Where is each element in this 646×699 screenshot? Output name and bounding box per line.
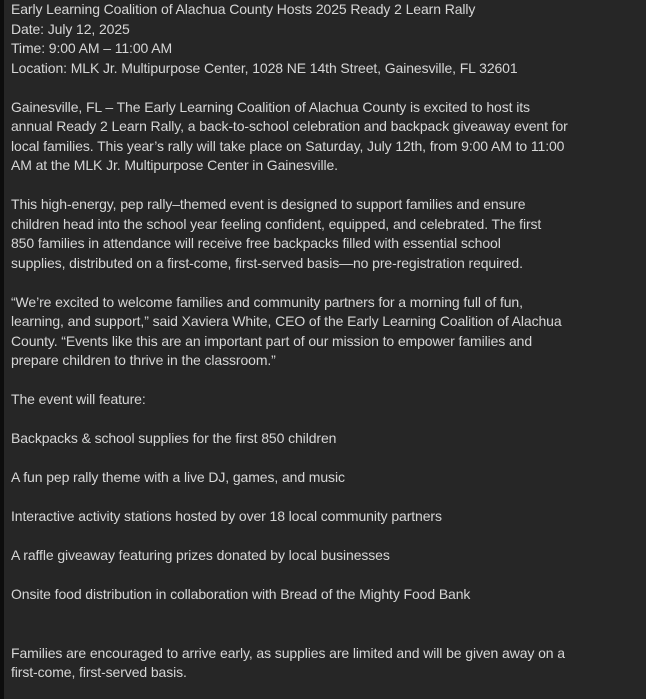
document-body — [11, 0, 646, 683]
text-line: A fun pep rally theme with a live DJ, games, and music — [11, 469, 345, 485]
text-line: Date: July 12, 2025 — [11, 20, 130, 37]
features-heading — [11, 390, 646, 410]
text-line: Onsite food distribution in collaboration with Bread of the Mighty Food Bank — [11, 586, 471, 602]
text-line: Location: MLK Jr. Multipurpose Center, 1028 NE 14th Street, Gainesville, FL 32601 — [11, 59, 518, 76]
feature-pep-rally — [11, 468, 646, 488]
text-line: local families. This year’s rally will take place on Saturday, July 12th, from 9:00 AM to 11:00 — [11, 137, 565, 154]
feature-activity-stations — [11, 507, 646, 527]
paragraph-quote — [11, 293, 646, 371]
text-line: prepare children to thrive in the classroom.” — [11, 352, 276, 368]
text-line: supplies, distributed on a first-come, first-served basis—no pre-registration required. — [11, 254, 523, 271]
text-line: Gainesville, FL – The Early Learning Coalition of Alachua County is excited to host its — [11, 98, 530, 115]
text-line: “We’re excited to welcome families and community partners for a morning full of fun, — [11, 293, 523, 310]
feature-raffle — [11, 546, 646, 566]
text-line: County. “Events like this are an important part of our mission to empower families and — [11, 332, 533, 349]
text-line: The event will feature: — [11, 391, 146, 407]
paragraph-description — [11, 195, 646, 273]
event-header — [11, 0, 646, 78]
paragraph-intro — [11, 98, 646, 176]
text-line: children head into the school year feeling confident, equipped, and celebrated. The first — [11, 215, 542, 232]
text-line: AM at the MLK Jr. Multipurpose Center in Gainesville. — [11, 157, 338, 173]
feature-backpacks — [11, 429, 646, 449]
page-left-edge — [0, 0, 4, 699]
text-line: This high-energy, pep rally–themed event is designed to support families and ensure — [11, 196, 526, 212]
text-line: first-come, first-served basis. — [11, 664, 187, 680]
text-line: Families are encouraged to arrive early, as supplies are limited and will be given away on a — [11, 644, 565, 661]
text-line: A raffle giveaway featuring prizes donated by local businesses — [11, 547, 390, 563]
text-line: 850 families in attendance will receive free backpacks filled with essential school — [11, 235, 501, 251]
text-line: annual Ready 2 Learn Rally, a back-to-school celebration and backpack giveaway event for — [11, 118, 568, 134]
text-line: Time: 9:00 AM – 11:00 AM — [11, 40, 173, 56]
feature-food-distribution — [11, 585, 646, 605]
paragraph-closing — [11, 644, 646, 683]
text-line: Interactive activity stations hosted by over 18 local community partners — [11, 508, 442, 524]
text-line: Backpacks & school supplies for the first 850 children — [11, 430, 337, 446]
text-line: learning, and support,” said Xaviera White, CEO of the Early Learning Coalition of Alachua — [11, 313, 562, 329]
text-line: Early Learning Coalition of Alachua County Hosts 2025 Ready 2 Learn Rally — [11, 1, 476, 17]
